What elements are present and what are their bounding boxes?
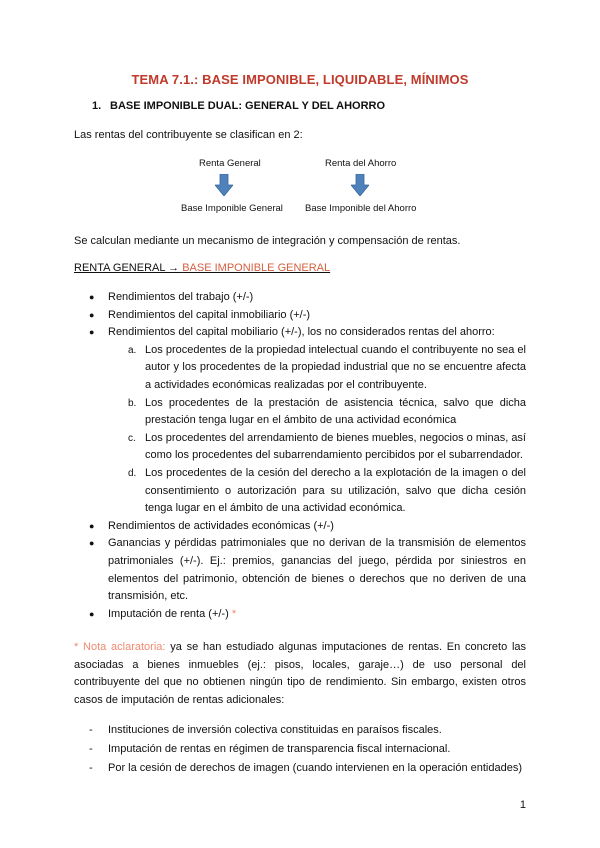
diagram-renta-general: Renta General (199, 158, 261, 169)
list-item (74, 740, 526, 759)
sub-list-item (108, 465, 526, 518)
footnote-star: * (231, 607, 237, 620)
renta-general-heading (74, 262, 330, 274)
heading-text: BASE IMPONIBLE DUAL: GENERAL Y DEL AHORRO (110, 100, 386, 112)
bullet-icon: ● (89, 520, 95, 531)
list-item (74, 759, 526, 778)
sub-text: Los procedentes de la cesión del derecho a la explotación de la imagen o del consentimiento o autorización para su utilización, salvo que dicha cesión tenga lugar en el ámbito de una actividad económica. (145, 466, 526, 515)
sub-text: Los procedentes de la propiedad intelectual cuando el contribuyente no sea el autor y los procedentes de la propiedad industrial que no se encuentre afecta a actividades económicas realizadas por el contribuyente. (145, 343, 526, 391)
list-item (74, 324, 526, 518)
list-item (74, 721, 526, 740)
diagram-base-ahorro: Base Imponible del Ahorro (305, 203, 417, 214)
down-arrow-icon (351, 174, 369, 196)
sub-list (108, 342, 526, 518)
note-paragraph (74, 639, 526, 709)
document-title: TEMA 7.1.: BASE IMPONIBLE, LIQUIDABLE, MÍNIMOS (131, 72, 469, 87)
classification-diagram (0, 155, 600, 217)
sub-letter: a. (128, 344, 137, 356)
list-item-text: Ganancias y pérdidas patrimoniales que no derivan de la transmisión de elementos patrimoniales (+/-). Ej.: premios, ganancias del juego, pérdida por siniestros en elementos del patrimonio, obtención de bienes o derechos que no deriven de una transmisión, etc. (108, 537, 526, 603)
sub-letter: b. (128, 397, 137, 409)
list-item-text: Imputación de rentas en régimen de transparencia fiscal internacional. (108, 743, 451, 755)
list-item-text: Imputación de renta (+/-) (108, 607, 229, 620)
sub-list-item (108, 430, 526, 465)
note-text: ya se han estudiado algunas imputaciones de rentas. En concreto las asociadas a bienes inmuebles (ej.: pisos, locales, garaje…) de uso personal del contribuyente del que no obtienen ningún tipo de rendimiento. Sin embargo, existen otros casos de imputación de rentas adicionales: (74, 641, 527, 706)
bullet-icon: ● (89, 309, 95, 320)
dash-icon: - (89, 743, 93, 755)
renta-general-list (74, 289, 526, 623)
bullet-icon: ● (89, 538, 95, 549)
list-item-text: Rendimientos del capital inmobiliario (+/-) (108, 308, 311, 321)
page-number: 1 (519, 799, 526, 811)
list-item-text: Rendimientos de actividades económicas (+/-) (108, 519, 334, 532)
bullet-icon: ● (89, 327, 95, 338)
mechanism-paragraph: Se calculan mediante un mecanismo de integración y compensación de rentas. (74, 235, 461, 247)
sub-text: Los procedentes del arrendamiento de bienes muebles, negocios o minas, así como los procedentes del subarrendamiento percibidos por el subarrendador. (145, 431, 526, 462)
sub-text: Los procedentes de la prestación de asistencia técnica, salvo que dicha prestación tenga lugar en el ámbito de una actividad económica (145, 396, 526, 427)
sub-list-item (108, 342, 526, 395)
dash-icon: - (89, 724, 93, 736)
list-item-text: Por la cesión de derechos de imagen (cuando intervienen en la operación entidades) (108, 762, 522, 774)
list-item (74, 606, 526, 624)
bullet-icon: ● (89, 292, 95, 302)
bullet-icon: ● (89, 608, 95, 619)
renta-general-label: RENTA GENERAL → (74, 262, 183, 274)
list-item (74, 535, 526, 605)
down-arrow-icon (215, 174, 233, 196)
list-item (74, 289, 526, 307)
list-item-text: Rendimientos del trabajo (+/-) (108, 291, 254, 303)
intro-paragraph: Las rentas del contribuyente se clasifican en 2: (74, 129, 303, 141)
diagram-renta-ahorro: Renta del Ahorro (325, 158, 397, 169)
section-heading-1 (92, 100, 385, 112)
sub-list-item (108, 395, 526, 430)
diagram-base-general: Base Imponible General (181, 203, 283, 214)
list-item-text: Rendimientos del capital mobiliario (+/-), los no considerados rentas del ahorro: (108, 326, 495, 339)
sub-letter: d. (128, 467, 137, 479)
note-label: * Nota aclaratoria: (74, 641, 166, 653)
dash-icon: - (89, 762, 93, 774)
list-item-text: Instituciones de inversión colectiva constituidas en paraísos fiscales. (108, 724, 442, 736)
heading-number: 1. (92, 100, 102, 112)
list-item (74, 307, 526, 325)
sub-letter: c. (128, 432, 136, 444)
base-imponible-general-label: BASE IMPONIBLE GENERAL (182, 262, 331, 274)
additional-imputations-list (74, 721, 526, 778)
list-item (74, 518, 526, 536)
